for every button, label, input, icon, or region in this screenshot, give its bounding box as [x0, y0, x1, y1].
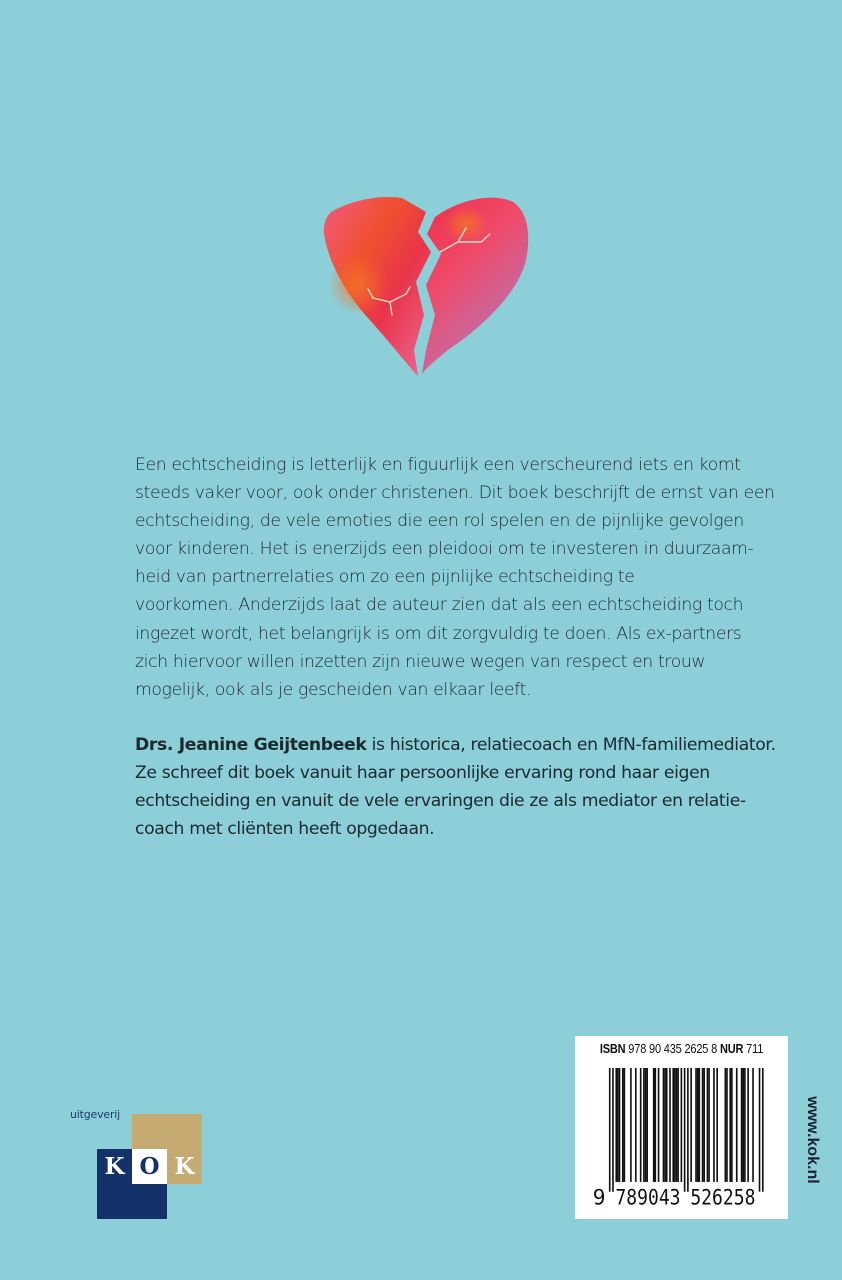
- author-name: Drs. Jeanine Geijtenbeek: [135, 735, 367, 755]
- isbn-value: 978 90 435 2625 8: [625, 1042, 720, 1056]
- blurb-line: voorkomen. Anderzijds laat de auteur zien dat als een echtscheiding toch: [135, 595, 744, 616]
- blurb-line: voor kinderen. Het is enerzijds een pleidooi om te investeren in duurzaam-: [135, 539, 754, 560]
- barcode-panel: [575, 1036, 788, 1219]
- author-bio-line: Ze schreef dit boek vanuit haar persoonlijke ervaring rond haar eigen: [135, 763, 710, 784]
- author-bio-line: coach met cliënten heeft opgedaan.: [135, 819, 435, 840]
- blurb-line: echtscheiding, de vele emoties die een rol spelen en de pijnlijke gevolgen: [135, 511, 744, 532]
- website-text: www.kok.nl: [804, 1096, 821, 1184]
- blurb-text: [135, 451, 775, 704]
- author-bio-first-line: is historica, relatiecoach en MfN-familiemediator.: [366, 735, 776, 755]
- isbn-label: ISBN: [599, 1042, 626, 1056]
- website-url: [797, 1080, 827, 1200]
- nur-label: NUR: [719, 1042, 744, 1056]
- author-bio: [135, 731, 795, 843]
- blurb-line: ingezet wordt, het belangrijk is om dit zorgvuldig te doen. Als ex-partners: [135, 623, 742, 644]
- nur-value: 711: [743, 1042, 764, 1056]
- author-bio-line: [135, 731, 795, 759]
- logo-letter: K: [104, 1153, 125, 1180]
- isbn-line: [588, 1042, 775, 1056]
- blurb-line: mogelijk, ook als je gescheiden van elkaar leeft.: [135, 679, 532, 700]
- logo-letter: K: [174, 1153, 195, 1180]
- kok-logo: [97, 1114, 203, 1220]
- blurb-line: Een echtscheiding is letterlijk en figuurlijk een verscheurend iets en komt: [135, 455, 741, 475]
- logo-letter: O: [139, 1153, 160, 1180]
- barcode-icon: [591, 1068, 775, 1208]
- svg-text:789043: 789043: [615, 1184, 681, 1208]
- svg-text:9: 9: [592, 1184, 606, 1208]
- author-bio-line: echtscheiding en vanuit de vele ervaringen die ze als mediator en relatie-: [135, 791, 746, 812]
- blurb-line: zich hiervoor willen inzetten zijn nieuwe wegen van respect en trouw: [135, 651, 706, 672]
- blurb-line: heid van partnerrelaties om zo een pijnlijke echtscheiding te: [135, 567, 635, 588]
- svg-text:526258: 526258: [690, 1184, 756, 1208]
- blurb-line: steeds vaker voor, ook onder christenen. Dit boek beschrijft de ernst van een: [135, 483, 775, 504]
- broken-heart-icon: [318, 190, 532, 384]
- publisher-label: uitgeverij: [70, 1108, 121, 1121]
